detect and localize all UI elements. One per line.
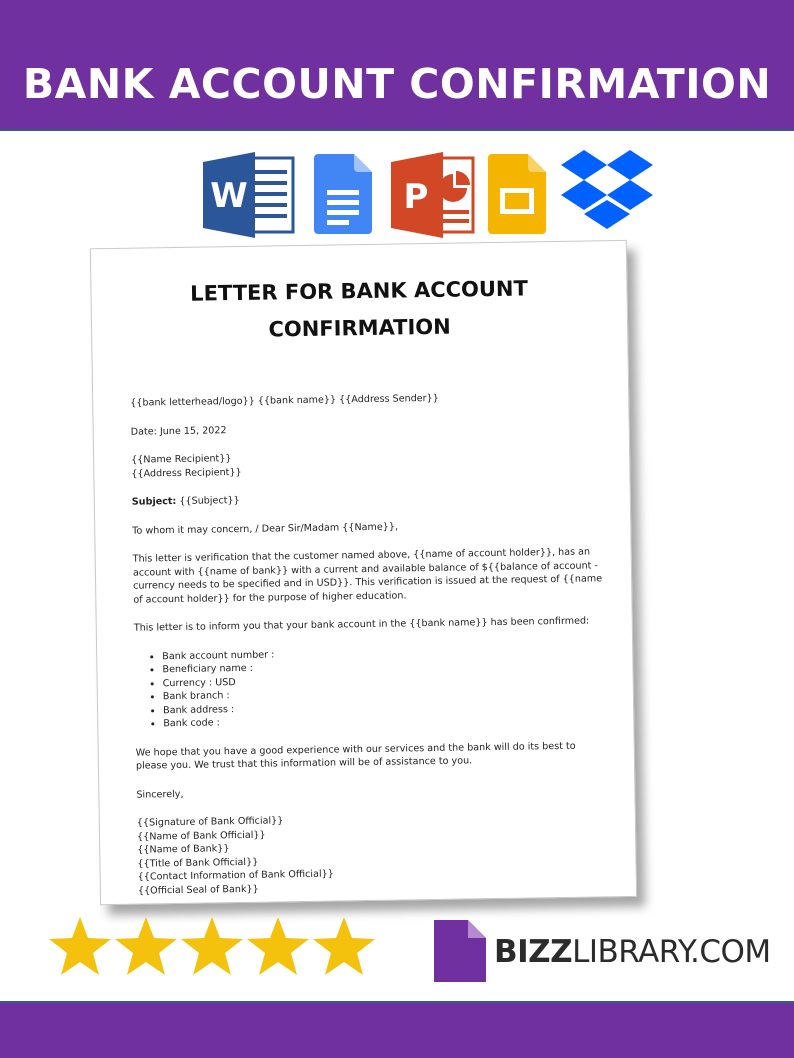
star-icon bbox=[48, 915, 112, 977]
google-docs-icon bbox=[314, 154, 372, 234]
header-banner bbox=[0, 0, 794, 131]
signature-line: {{Contact Information of Bank Official}} bbox=[137, 868, 334, 883]
list-item: • Bank account number : bbox=[162, 643, 604, 663]
star-icon bbox=[246, 915, 310, 977]
signature-line: {{Name of Bank Official}} bbox=[136, 829, 266, 843]
list-item: • Bank branch : bbox=[163, 683, 605, 703]
svg-text:P: P bbox=[403, 177, 429, 217]
recipient-name: {{Name Recipient}} bbox=[131, 453, 232, 466]
dropbox-icon bbox=[560, 150, 654, 236]
subject-label: Subject: bbox=[131, 495, 177, 508]
logo-text-regular: LIBRARY.COM bbox=[572, 934, 771, 970]
rating-stars bbox=[48, 915, 378, 979]
footer-banner bbox=[0, 1001, 794, 1058]
document-logo-icon bbox=[434, 920, 486, 982]
account-details-list bbox=[134, 643, 605, 731]
signature-line: {{Title of Bank Official}} bbox=[137, 856, 259, 870]
logo-wordmark bbox=[494, 934, 771, 970]
subject-value: {{Subject}} bbox=[176, 494, 240, 507]
paragraph-inform: This letter is to inform you that your bank account in the {{bank name}} has been confirmed: bbox=[133, 615, 590, 634]
microsoft-powerpoint-icon bbox=[391, 152, 475, 238]
signature-line: {{Name of Bank}} bbox=[137, 843, 230, 856]
star-icon bbox=[114, 915, 178, 977]
letter-title-line-1: LETTER FOR BANK ACCOUNT bbox=[190, 276, 529, 306]
letter-page bbox=[90, 240, 637, 905]
signature-line: {{Signature of Bank Official}} bbox=[136, 815, 284, 829]
list-item: • Beneficiary name : bbox=[162, 656, 604, 676]
svg-text:W: W bbox=[210, 176, 248, 216]
list-item: • Bank code : bbox=[163, 710, 605, 730]
list-item: • Bank address : bbox=[163, 697, 605, 717]
bizzlibrary-logo[interactable] bbox=[434, 918, 771, 982]
microsoft-word-icon bbox=[203, 152, 295, 238]
letter-preview bbox=[90, 240, 644, 912]
salutation: To whom it may concern, / Dear Sir/Madam {{Name}}, bbox=[132, 521, 399, 537]
page-title: BANK ACCOUNT CONFIRMATION bbox=[22, 60, 772, 108]
recipient-address: {{Address Recipient}} bbox=[131, 466, 242, 480]
logo-text-bold: BIZZ bbox=[494, 934, 573, 970]
star-icon bbox=[312, 915, 376, 977]
paragraph-closing: We hope that you have a good experience with our services and the bank will do its best to please you. We trust that this information will be of assistance to you. bbox=[135, 740, 576, 772]
star-icon bbox=[180, 915, 244, 977]
paragraph-verification: This letter is verification that the customer named above, {{name of account holder}}, has an account with {{name of bank}} with a current and available balance of ${{balance of account - currency needs to be specified and in USD}}. This verification is issued at the request of {{name of account holder}} for the purpose of higher education. bbox=[132, 546, 603, 606]
letter-date: Date: June 15, 2022 bbox=[130, 424, 227, 438]
signature-line: {{Official Seal of Bank}} bbox=[137, 883, 259, 897]
google-slides-icon bbox=[488, 154, 546, 234]
format-icons-row bbox=[0, 150, 794, 240]
closing: Sincerely, bbox=[136, 788, 184, 801]
letter-body bbox=[130, 389, 608, 897]
list-item: • Currency : USD bbox=[163, 670, 605, 690]
letterhead-line: {{bank letterhead/logo}} {{bank name}} {{Address Sender}} bbox=[130, 392, 439, 409]
letter-title bbox=[91, 269, 627, 351]
letter-title-line-2: CONFIRMATION bbox=[268, 314, 451, 342]
